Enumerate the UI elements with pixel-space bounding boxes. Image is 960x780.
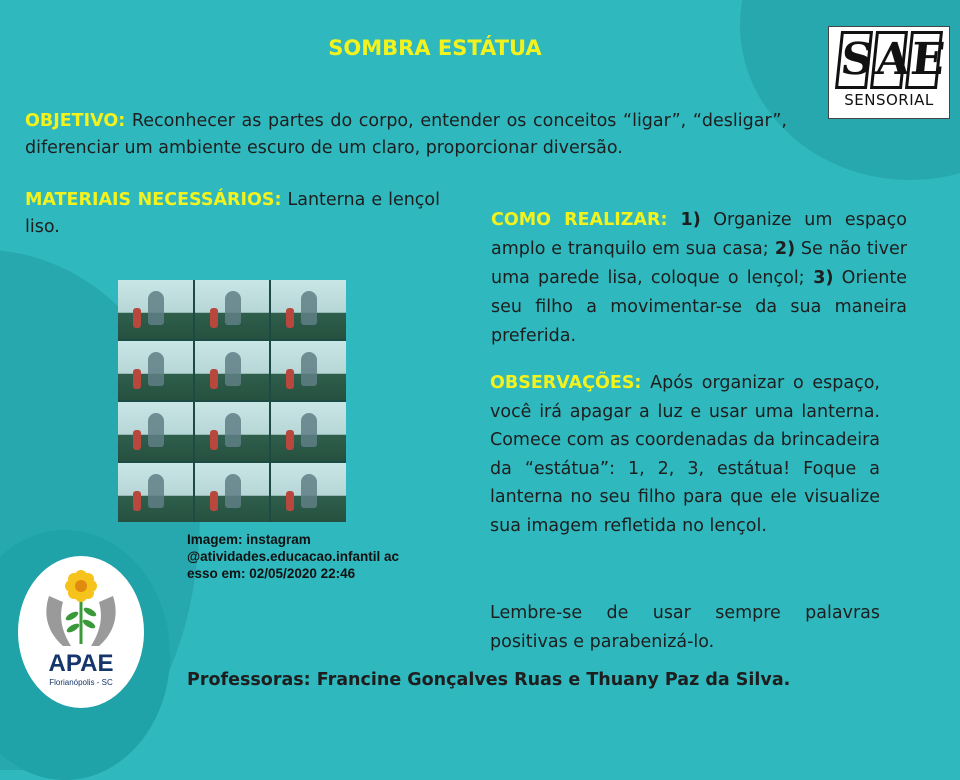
photo-tile: [118, 463, 193, 522]
photo-tile: [271, 280, 346, 339]
logo-letter: A: [870, 31, 908, 89]
page-title: SOMBRA ESTÁTUA: [328, 36, 542, 60]
observacoes-paragraph: [490, 369, 880, 540]
materiais-label: MATERIAIS NECESSÁRIOS:: [25, 190, 282, 210]
objetivo-label: OBJETIVO:: [25, 111, 126, 131]
step-number: 1): [667, 210, 701, 230]
como-realizar-label: COMO REALIZAR:: [491, 210, 668, 230]
flower-hands-icon: [41, 566, 121, 650]
sae-sensorial-logo: [828, 26, 950, 119]
step-text: Organize um espaço amplo e tranquilo em sua casa;: [491, 210, 907, 259]
step-number: 2): [768, 239, 796, 259]
footer-credits: Professoras: Francine Gonçalves Ruas e Thuany Paz da Silva.: [187, 670, 791, 690]
materiais-paragraph: [25, 187, 440, 241]
objetivo-paragraph: [25, 108, 787, 162]
apae-city: Florianópolis - SC: [49, 678, 113, 687]
materiais-text: Lanterna e lençol liso.: [25, 190, 440, 237]
photo-tile: [118, 280, 193, 339]
photo-tile: [195, 402, 270, 461]
image-caption: [187, 531, 402, 582]
step-text: Oriente seu filho a movimentar-se da sua maneira preferida.: [491, 268, 907, 346]
photo-tile: [271, 402, 346, 461]
apae-logo: [18, 556, 144, 708]
photo-tile: [118, 341, 193, 400]
step-text: Se não tiver uma parede lisa, coloque o lençol;: [491, 239, 907, 288]
logo-letter: E: [905, 31, 943, 89]
apae-name: APAE: [48, 650, 114, 677]
logo-letter: S: [835, 31, 873, 89]
observacoes-reminder: Lembre-se de usar sempre palavras positivas e parabenizá-lo.: [490, 603, 880, 652]
objetivo-text: Reconhecer as partes do corpo, entender os conceitos “ligar”, “desligar”, diferenciar um ambiente escuro de um claro, proporcionar diversão.: [25, 111, 787, 158]
step-number: 3): [804, 268, 834, 288]
photo-tile: [195, 280, 270, 339]
activity-photo-collage: [118, 280, 346, 522]
photo-tile: [271, 341, 346, 400]
logo-subtitle: SENSORIAL: [844, 91, 934, 109]
observacoes-text: Após organizar o espaço, você irá apagar a luz e usar uma lanterna. Comece com as coordenadas da brincadeira da “estátua”: 1, 2, 3, estátua! Foque a lanterna no seu filho para que ele visualize sua imagem refletida no lençol.: [490, 373, 880, 536]
observacoes-label: OBSERVAÇÕES:: [490, 373, 642, 393]
photo-tile: [271, 463, 346, 522]
photo-tile: [195, 463, 270, 522]
como-realizar-paragraph: [491, 206, 907, 351]
photo-tile: [118, 402, 193, 461]
photo-tile: [195, 341, 270, 400]
caption-line: @atividades.educacao.infantil acesso em: 02/05/2020 22:46: [187, 549, 399, 581]
caption-line: Imagem: instagram: [187, 532, 311, 547]
